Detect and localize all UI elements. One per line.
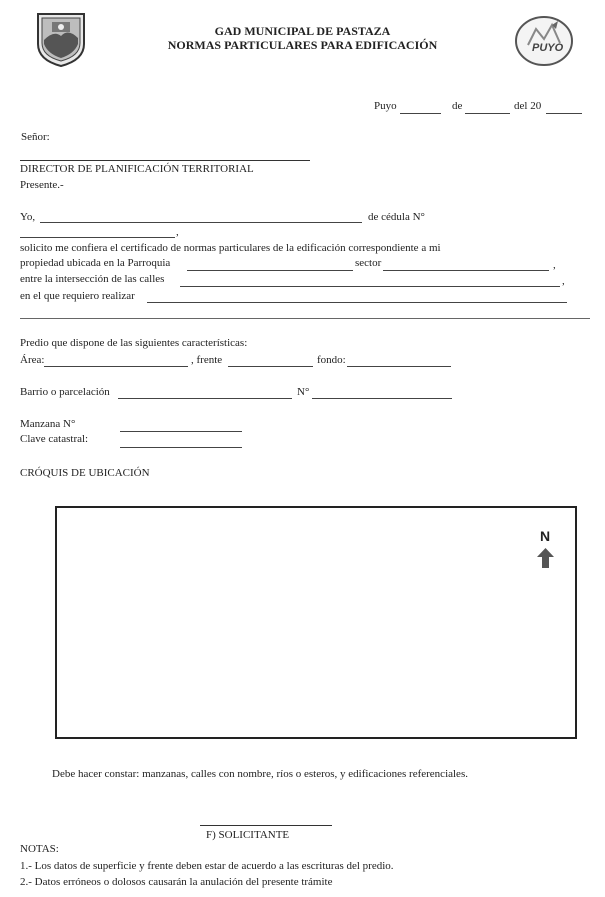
signature-label: F) SOLICITANTE: [206, 829, 290, 841]
recipient-title: DIRECTOR DE PLANIFICACIÓN TERRITORIAL: [20, 163, 254, 175]
fondo-field[interactable]: [347, 366, 451, 367]
cedula-field[interactable]: [20, 237, 175, 238]
date-day-field[interactable]: [400, 113, 441, 114]
propiedad-label: propiedad ubicada en la Parroquia: [20, 257, 171, 269]
document-title-2: NORMAS PARTICULARES PARA EDIFICACIÓN: [167, 38, 438, 52]
interseccion-label: entre la intersección de las calles: [20, 273, 165, 285]
cedula-comma: ,: [176, 226, 179, 238]
applicant-name-field[interactable]: [40, 222, 362, 223]
frente-field[interactable]: [228, 366, 313, 367]
calles-field[interactable]: [180, 286, 560, 287]
document-title-1: GAD MUNICIPAL DE PASTAZA: [214, 24, 391, 38]
requiero-label: en el que requiero realizar: [20, 290, 135, 302]
cedula-label: de cédula N°: [368, 211, 425, 223]
croquis-heading: CRÓQUIS DE UBICACIÓN: [20, 467, 150, 479]
presente-label: Presente.-: [20, 179, 64, 191]
fondo-label: fondo:: [317, 354, 346, 366]
area-label: Área:: [20, 354, 45, 366]
north-label: N: [540, 528, 551, 544]
solicito-text: solicito me confiera el certificado de normas particulares de la edificación correspondiente a mi: [20, 242, 441, 254]
sector-label: sector: [355, 257, 382, 269]
sector-period: ,: [553, 259, 556, 271]
salutation: Señor:: [21, 131, 50, 143]
puyo-logo-text: PUYO: [532, 42, 564, 54]
yo-label: Yo,: [20, 211, 36, 223]
notes-heading: NOTAS:: [20, 843, 59, 855]
signature-line: [200, 825, 332, 826]
date-de-label: de: [452, 100, 463, 112]
section-divider: [20, 318, 590, 319]
sector-field[interactable]: [383, 270, 549, 271]
barrio-numero-label: N°: [297, 386, 310, 398]
clave-field[interactable]: [120, 447, 242, 448]
barrio-field[interactable]: [118, 398, 292, 399]
requiero-field[interactable]: [147, 302, 567, 303]
area-field[interactable]: [44, 366, 188, 367]
date-year-field[interactable]: [546, 113, 582, 114]
north-arrow-icon: [537, 548, 554, 568]
barrio-label: Barrio o parcelación: [20, 386, 110, 398]
calles-period: ,: [562, 275, 565, 287]
manzana-field[interactable]: [120, 431, 242, 432]
date-city-label: Puyo: [374, 100, 397, 112]
parroquia-field[interactable]: [187, 270, 353, 271]
date-year-label: del 20: [514, 100, 542, 112]
barrio-numero-field[interactable]: [312, 398, 452, 399]
predio-intro: Predio que dispone de las siguientes características:: [20, 337, 248, 349]
clave-label: Clave catastral:: [20, 433, 89, 445]
frente-label: , frente: [191, 354, 223, 366]
date-month-field[interactable]: [465, 113, 510, 114]
croquis-box[interactable]: [55, 506, 577, 739]
manzana-label: Manzana N°: [20, 418, 76, 430]
recipient-name-line: [20, 160, 310, 161]
croquis-note: Debe hacer constar: manzanas, calles con nombre, ríos o esteros, y edificaciones referenciales.: [52, 768, 468, 780]
note-item: 1.- Los datos de superficie y frente deben estar de acuerdo a las escrituras del predio.: [20, 860, 394, 872]
note-item: 2.- Datos erróneos o dolosos causarán la anulación del presente trámite: [20, 876, 333, 888]
